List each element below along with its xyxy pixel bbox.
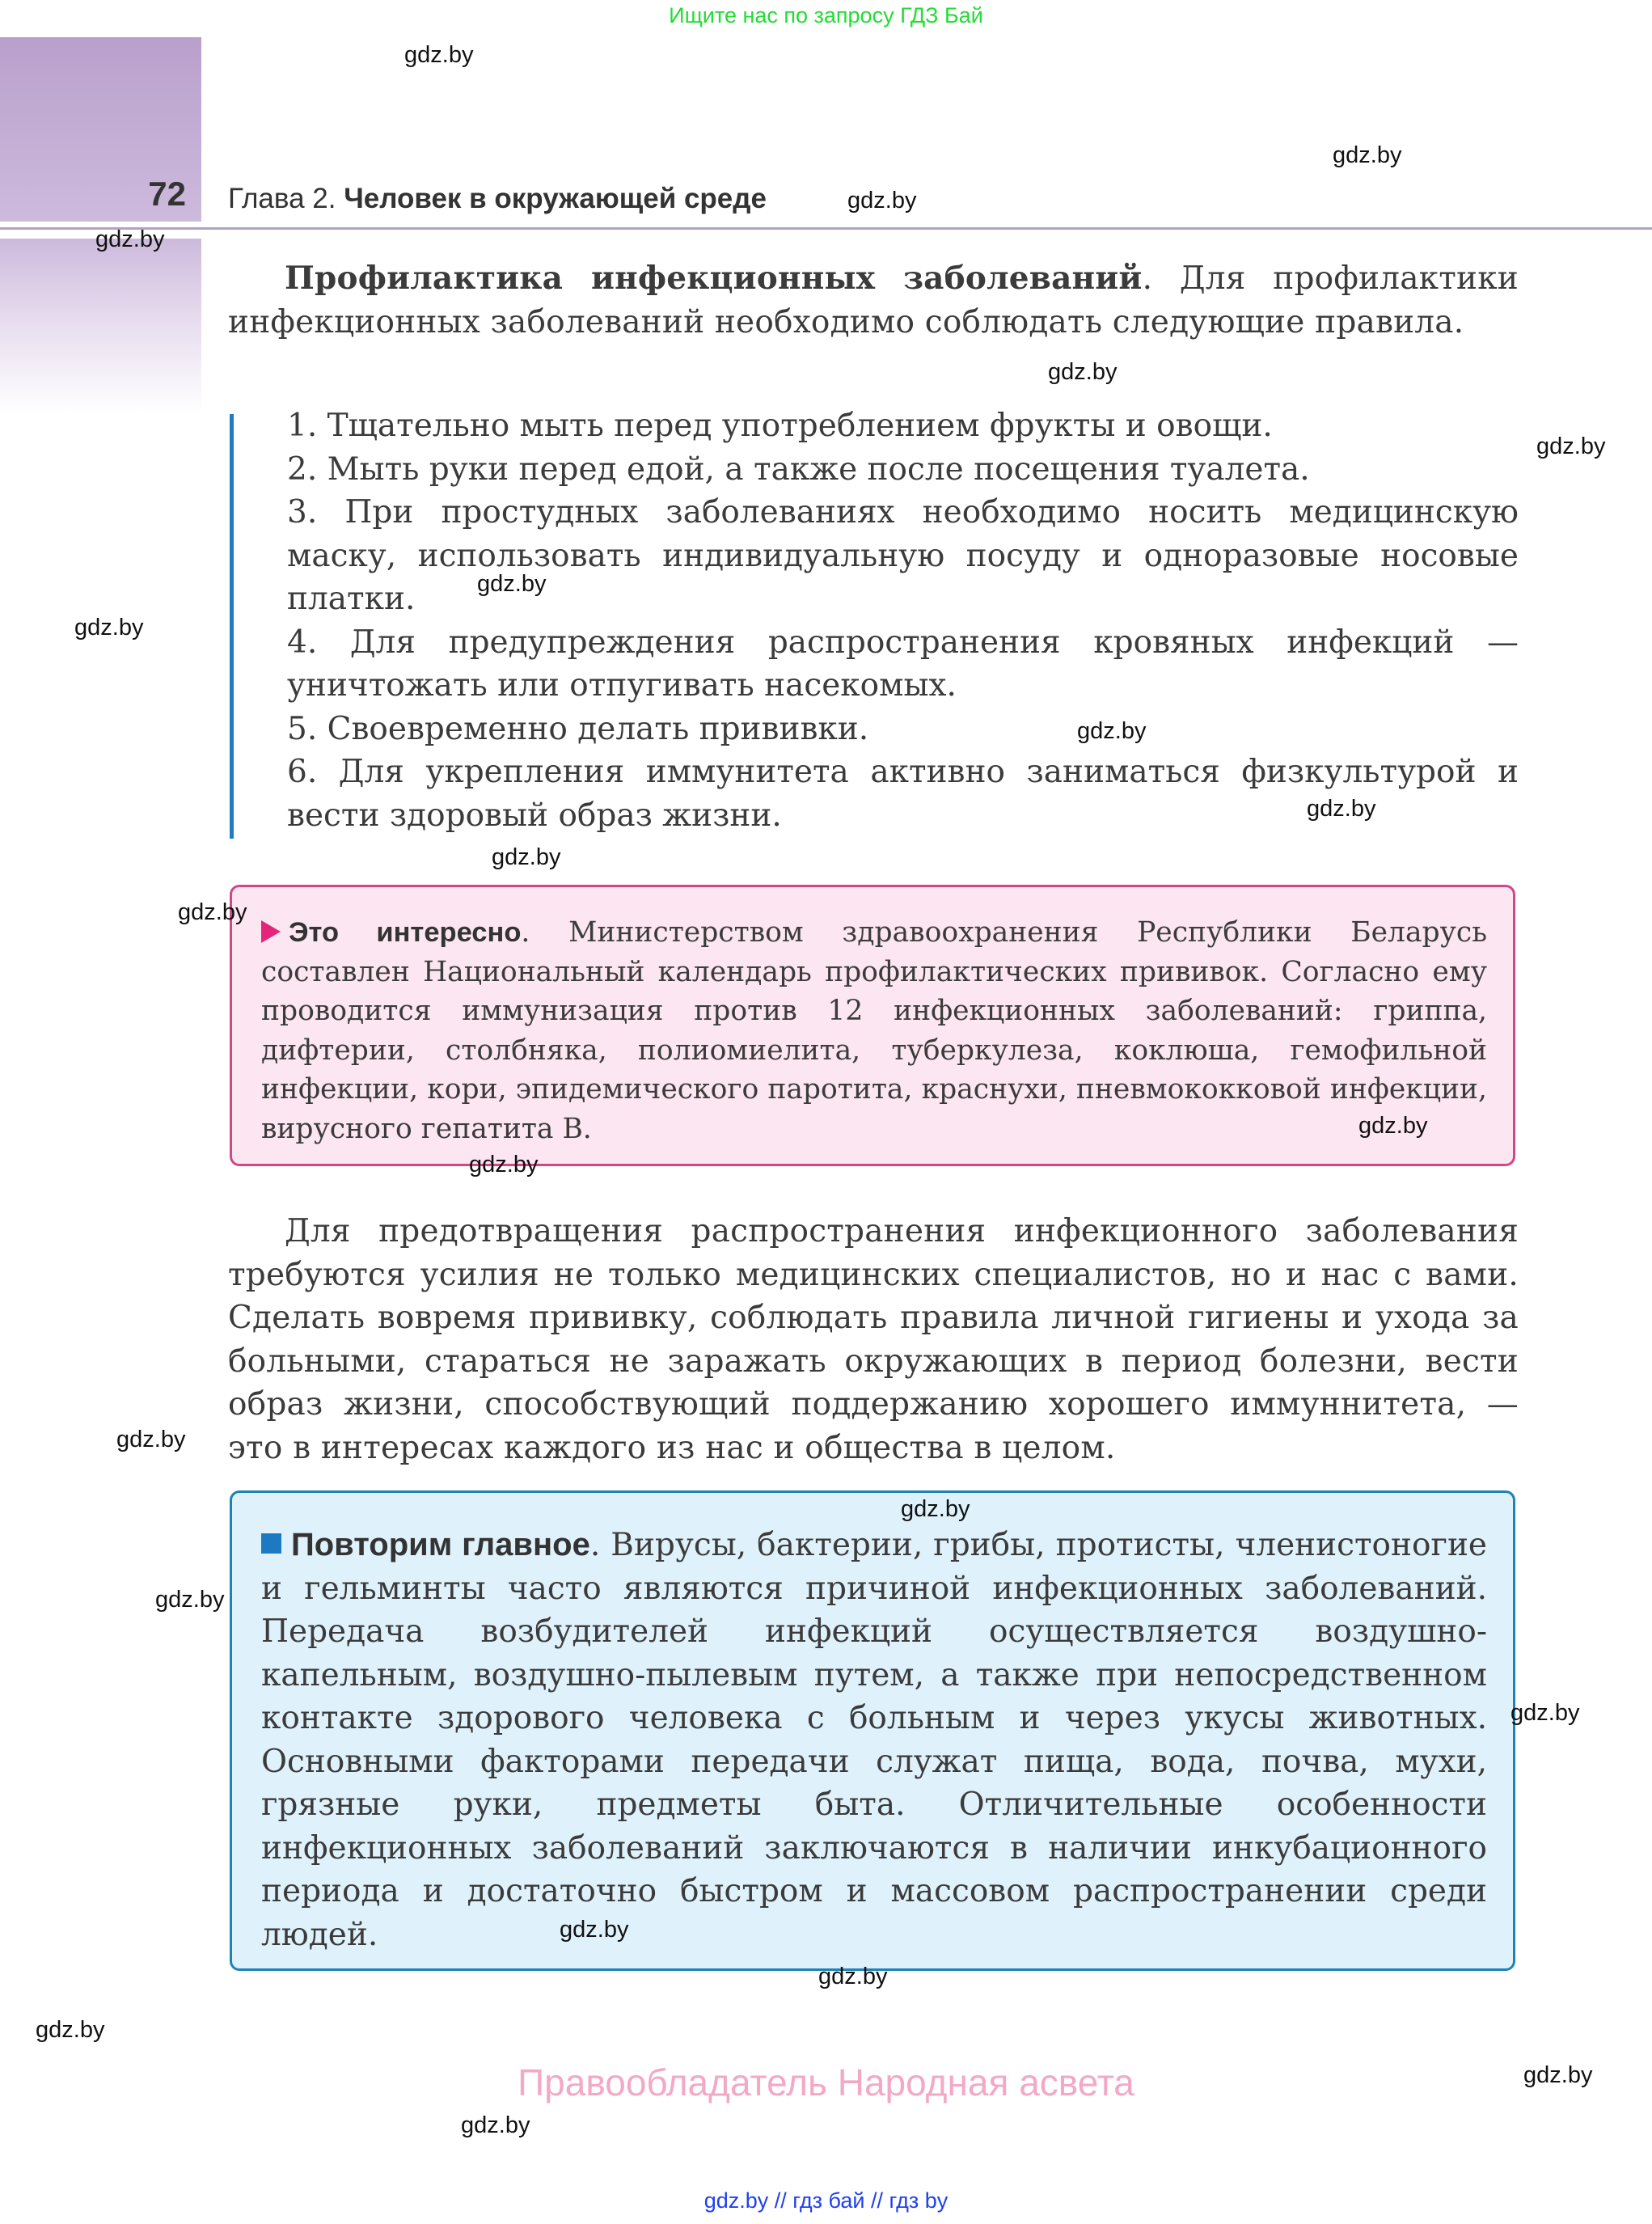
watermark: gdz.by	[116, 1427, 186, 1452]
rule-item: 6. Для укрепления иммунитета активно заниматься физкультурой и вести здоровый образ жизни.	[287, 754, 1519, 834]
chapter-heading	[228, 183, 767, 215]
summary-text: . Вирусы, бактерии, грибы, протисты, членистоногие и гельминты часто являются причиной инфекционных заболеваний. Передача возбудителей инфекций осуществляется воздушно-капельным, воздушно-пылевым путем, а также при непосредственном контакте здорового человека с больным и через укусы животных. Основными факторами передачи служат пища, вода, почва, мухи, грязные руки, предметы быта. Отличительные особенности инфекционных заболеваний заключаются в наличии инкубационного периода и достаточно быстром и массовом распространении среди людей.	[261, 1527, 1488, 1953]
interesting-fact-text: . Министерством здравоохранения Республики Беларусь составлен Национальный календарь профилактических прививок. Согласно ему проводится иммунизация против 12 инфекционных заболеваний: гриппа, дифтерии, столбняка, полиомиелита, туберкулеза, коклюша, гемофильной инфекции, кори, эпидемического паротита, краснухи, пневмококковой инфекции, вирусного гепатита В.	[261, 916, 1488, 1145]
copyright-notice: Правообладатель Народная асвета	[518, 2061, 1134, 2103]
section-lead: Профилактика инфекционных заболеваний	[285, 260, 1143, 297]
rule-item: 4. Для предупреждения распространения кровяных инфекций — уничтожать или отпугивать насекомых.	[287, 624, 1519, 704]
triangle-marker-icon	[261, 920, 281, 943]
watermark: gdz.by	[36, 2017, 105, 2043]
header-divider	[0, 227, 1652, 230]
summary-content	[261, 1524, 1487, 1956]
top-banner[interactable]: Ищите нас по запросу ГДЗ Бай	[669, 3, 983, 27]
watermark: gdz.by	[847, 188, 917, 214]
summary-title: Повторим главное	[291, 1527, 590, 1562]
watermark: gdz.by	[560, 1917, 629, 1943]
watermark: gdz.by	[477, 571, 547, 597]
watermark: gdz.by	[1510, 1700, 1580, 1726]
chapter-prefix: Глава 2.	[228, 183, 336, 214]
interesting-fact-content	[261, 913, 1487, 1148]
watermark: gdz.by	[404, 42, 474, 68]
rules-list	[287, 404, 1519, 837]
watermark: gdz.by	[1358, 1113, 1428, 1139]
watermark: gdz.by	[1077, 718, 1147, 744]
watermark: gdz.by	[95, 226, 165, 252]
summary-box	[230, 1490, 1515, 1971]
square-marker-icon	[261, 1533, 281, 1554]
watermark: gdz.by	[901, 1496, 970, 1522]
rule-item: 5. Своевременно делать прививки.	[287, 710, 869, 747]
watermark: gdz.by	[1307, 796, 1376, 822]
watermark: gdz.by	[461, 2112, 530, 2138]
watermark: gdz.by	[1333, 142, 1402, 168]
watermark: gdz.by	[1048, 359, 1118, 385]
watermark: gdz.by	[492, 844, 561, 870]
page-number: 72	[148, 175, 186, 213]
side-color-bar-bottom	[0, 239, 201, 412]
section-intro-text: . Для профилактики инфекционных заболеваний необходимо соблюдать следующие правила.	[228, 260, 1519, 340]
prevention-paragraph: Для предотвращения распространения инфекционного заболевания требуются усилия не только медицинских специалистов, но и нас с вами. Сделать вовремя прививку, соблюдать правила личной гигиены и ухода за больными, стараться не заражать окружающих в период болезни, вести образ жизни, способствующий поддержанию хорошего иммуннитета, — это в интересах каждого из нас и общества в целом.	[228, 1213, 1519, 1466]
chapter-title: Человек в окружающей среде	[344, 183, 767, 214]
footer-links[interactable]: gdz.by // гдз бай // гдз by	[703, 2188, 949, 2213]
watermark: gdz.by	[469, 1152, 539, 1178]
rules-accent-bar	[230, 414, 234, 839]
rule-item: 2. Мыть руки перед едой, а также после посещения туалета.	[287, 450, 1310, 488]
section-intro	[228, 257, 1519, 344]
watermark: gdz.by	[1536, 433, 1606, 459]
watermark: gdz.by	[818, 1964, 888, 1989]
watermark: gdz.by	[1523, 2062, 1593, 2088]
interesting-fact-box	[230, 885, 1515, 1166]
interesting-fact-title: Это интересно	[289, 917, 522, 948]
watermark: gdz.by	[74, 615, 144, 641]
rule-item: 3. При простудных заболеваниях необходимо носить медицинскую маску, использовать индивидуальную посуду и одноразовые носовые платки.	[287, 494, 1519, 617]
watermark: gdz.by	[155, 1587, 225, 1613]
rule-item: 1. Тщательно мыть перед употреблением фрукты и овощи.	[287, 408, 1273, 444]
watermark: gdz.by	[178, 899, 247, 925]
